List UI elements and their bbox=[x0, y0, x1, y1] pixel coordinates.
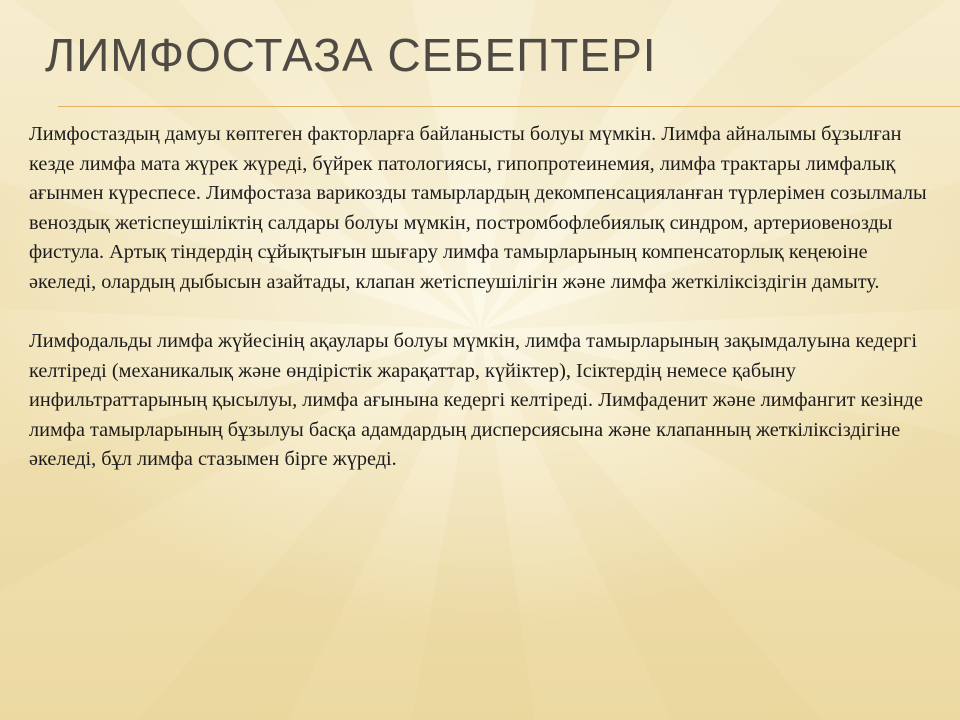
title-divider bbox=[58, 106, 960, 107]
body-paragraph-2: Лимфодальды лимфа жүйесінің ақаулары болуы мүмкін, лимфа тамырларының зақымдалуына кедергі келтіреді (механикалық және өндірістік жарақаттар, күйіктер), Ісіктердің немесе қабыну инфильтраттарының қысылуы, лимфа ағынына кедергі келтіреді. Лимфаденит және лимфангит кезінде лимфа тамырларының бұзылуы басқа адамдардың дисперсиясына және клапанның жеткіліксіздігіне әкеледі, бұл лимфа стазымен бірге жүреді. bbox=[29, 330, 924, 470]
slide-body bbox=[29, 120, 934, 475]
body-paragraph-1: Лимфостаздың дамуы көптеген факторларға байланысты болуы мүмкін. Лимфа айналымы бұзылған кезде лимфа мата жүрек жүреді, бүйрек патологиясы, гипопротеинемия, лимфа трактары лимфалық ағынмен күреспесе. Лимфостаза варикозды тамырлардың декомпенсацияланған түрлерімен созылмалы веноздық жетіспеушіліктің салдары болуы мүмкін, постромбофлебиялық синдром, артериовенозды фистула. Артық тіндердің сұйықтығын шығару лимфа тамырларының компенсаторлық кеңеюіне әкеледі, олардың дыбысын азайтады, клапан жетіспеушілігін және лимфа жеткіліксіздігін дамыту. bbox=[29, 123, 927, 293]
slide-title: ЛИМФОСТАЗА СЕБЕПТЕРІ bbox=[45, 29, 657, 81]
